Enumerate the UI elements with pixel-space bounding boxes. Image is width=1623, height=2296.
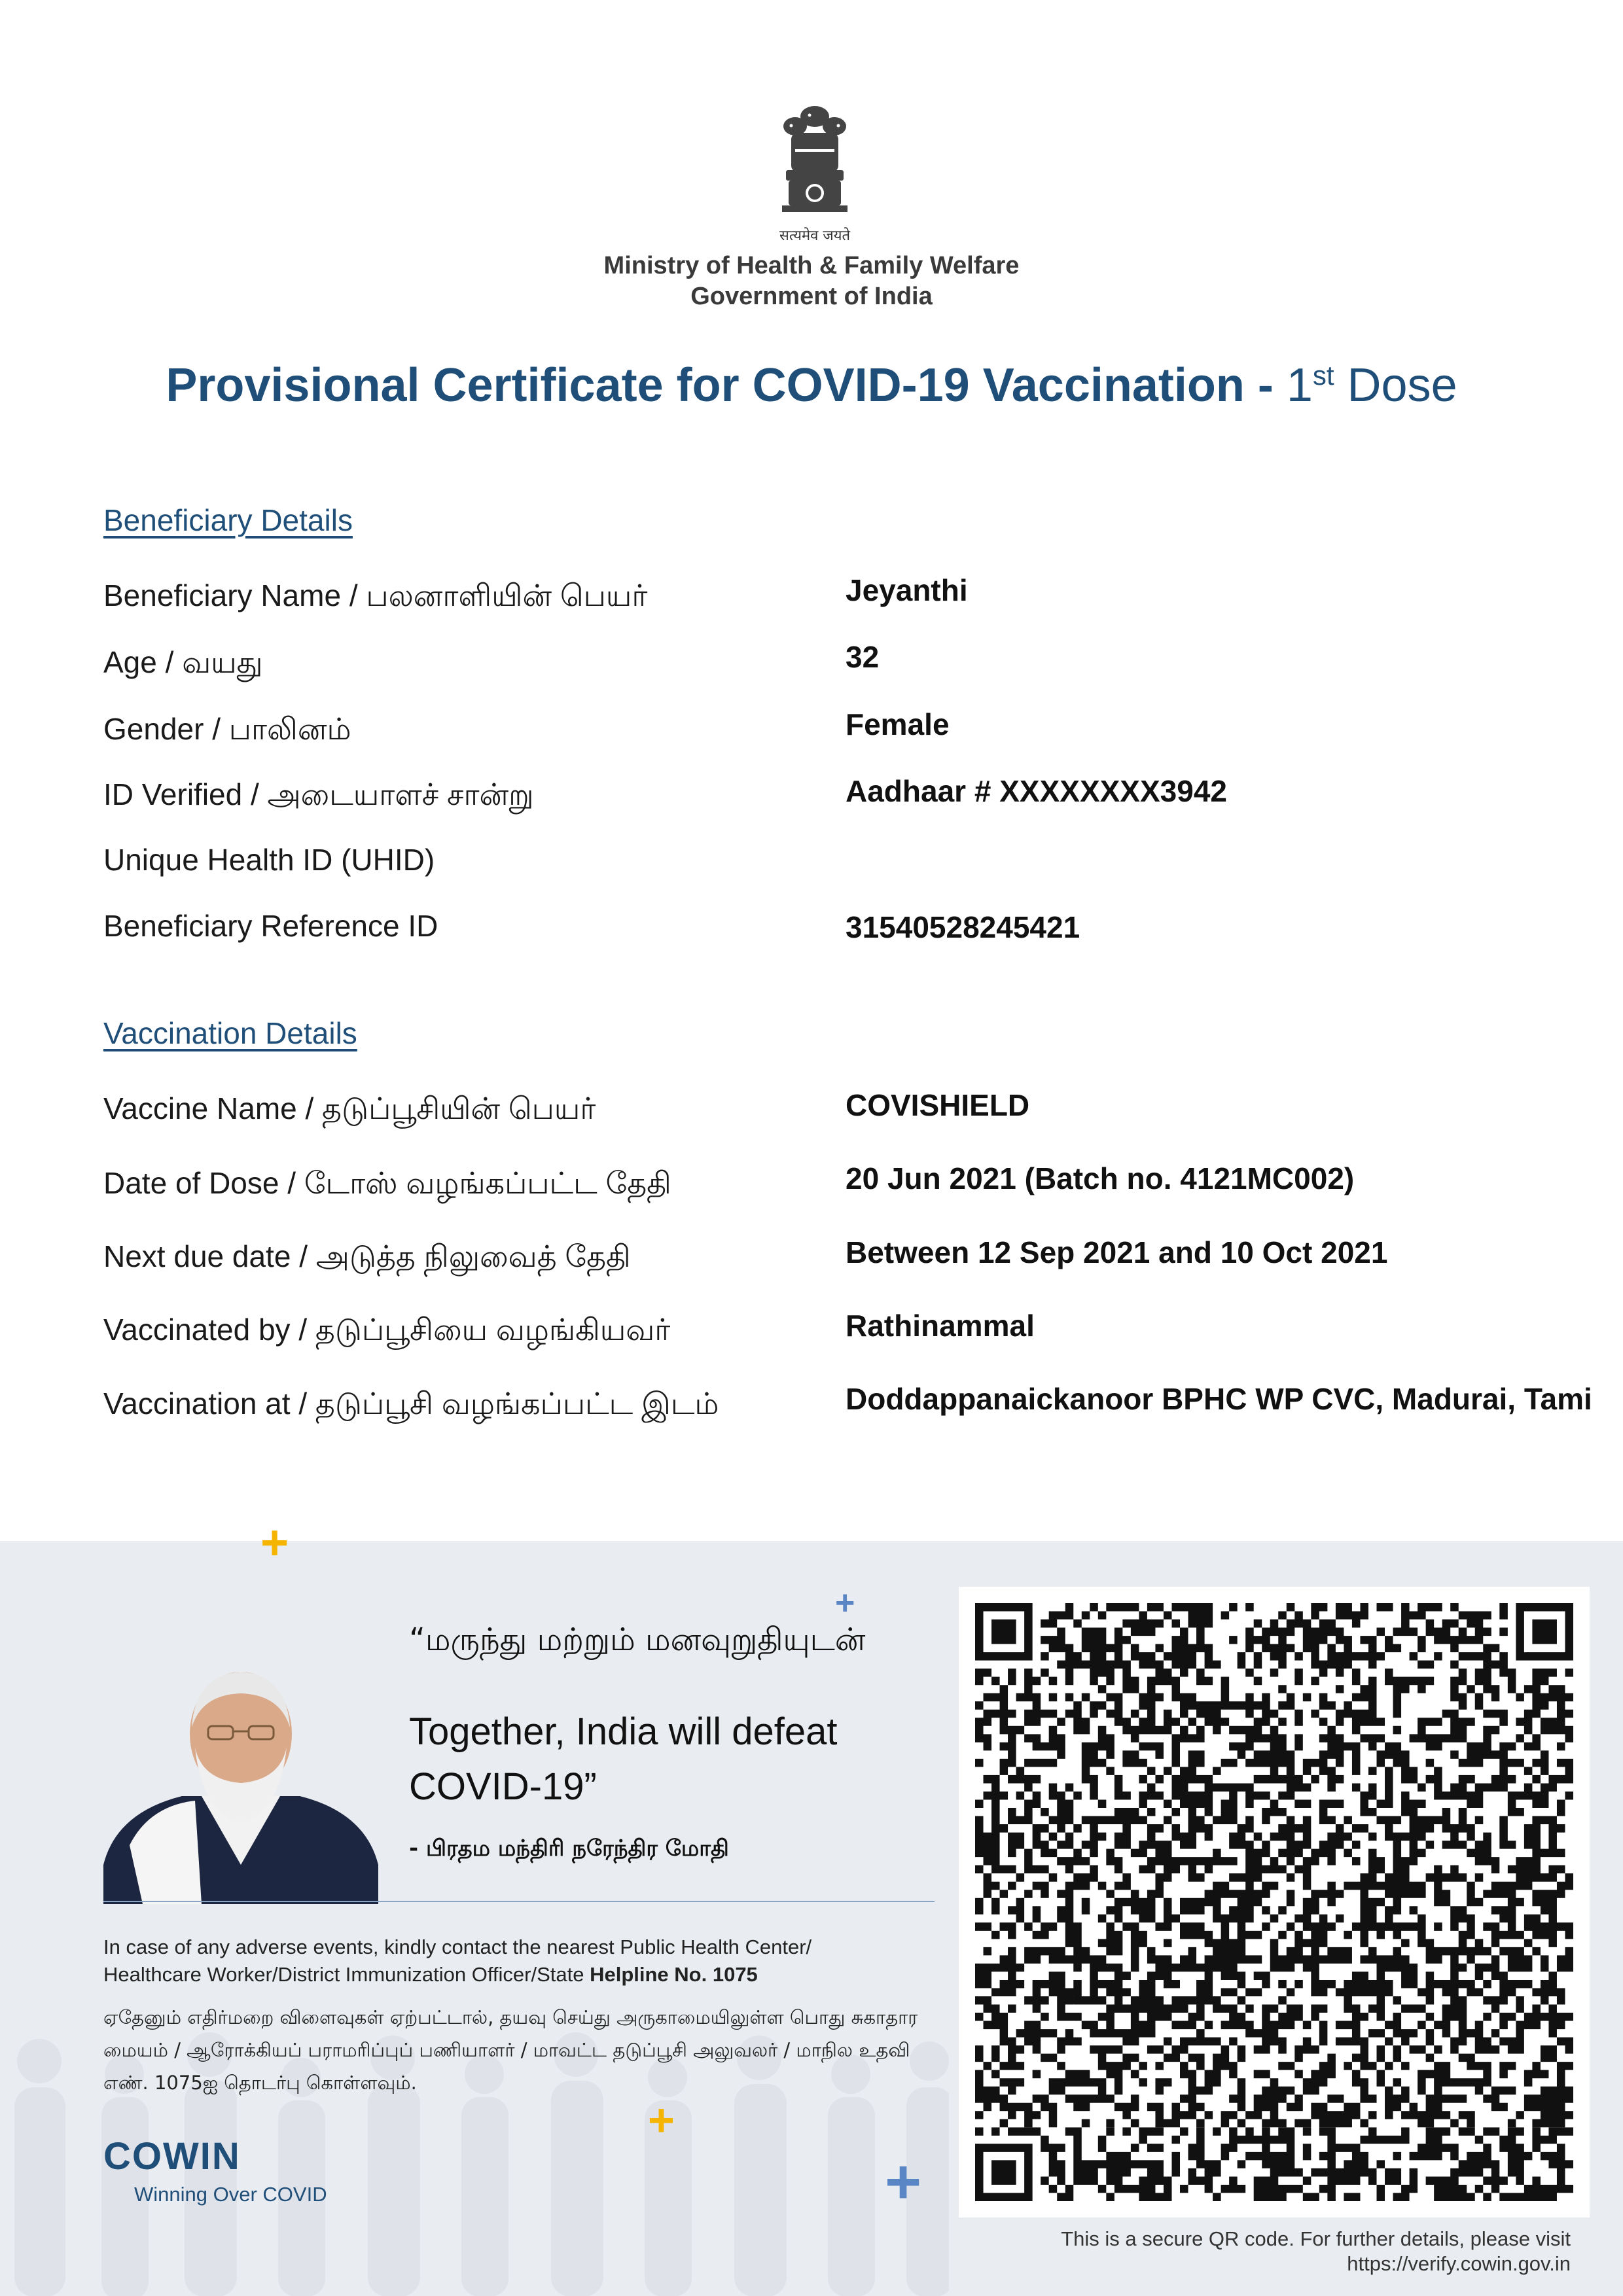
age-label: Age / வயது — [103, 645, 263, 679]
vaccination-details-heading: Vaccination Details — [103, 1016, 357, 1050]
qr-note-line-1: This is a secure QR code. For further details, please visit — [1061, 2227, 1571, 2250]
qr-verify-link[interactable]: https://verify.cowin.gov.in — [1347, 2252, 1571, 2275]
footer-divider — [103, 1901, 935, 1902]
vaccination-at-value: Doddappanaickanoor BPHC WP CVC, Madurai, Tami — [846, 1382, 1592, 1416]
gender-label: Gender / பாலினம் — [103, 712, 351, 746]
vaccinated-by-value: Rathinammal — [846, 1309, 1035, 1343]
national-emblem-icon — [769, 97, 861, 228]
pm-quote-tamil: “மருந்து மற்றும் மனவுறுதியுடன் — [409, 1621, 866, 1658]
id-verified-value: Aadhaar # XXXXXXXX3942 — [846, 774, 1227, 808]
id-verified-label: ID Verified / அடையாளச் சான்று — [103, 777, 534, 811]
date-of-dose-label: Date of Dose / டோஸ் வழங்கப்பட்ட தேதி — [103, 1166, 671, 1200]
certificate-title-main: Provisional Certificate for COVID-19 Vaccination - — [166, 359, 1287, 412]
prime-minister-photo — [103, 1649, 378, 1904]
reference-id-value: 31540528245421 — [846, 910, 1080, 944]
qr-code-note — [916, 2227, 1571, 2276]
government-name: Government of India — [690, 283, 933, 310]
verification-qr-code[interactable] — [975, 1603, 1573, 2201]
certificate-title — [0, 359, 1623, 412]
beneficiary-name-value: Jeyanthi — [846, 573, 968, 607]
ministry-name: Ministry of Health & Family Welfare — [603, 252, 1020, 279]
decorative-plus-icon: + — [648, 2094, 675, 2146]
next-due-date-value: Between 12 Sep 2021 and 10 Oct 2021 — [846, 1235, 1388, 1269]
adverse-events-notice-tamil: ஏதேனும் எதிர்மறை விளைவுகள் ஏற்பட்டால், தயவு செய்து அருகாமையிலுள்ள பொது சுகாதார மையம் / ஆரோக்கியப் பராமரிப்புப் பணியாளர் / மாவட்ட தடுப்பூசி அலுவலர் / மாநில உதவி எண். 1075ஐ தொடர்பு கொள்ளவும். — [103, 2006, 918, 2094]
emblem-motto: सत्यमेव जयते — [779, 228, 851, 244]
adverse-line-2: Healthcare Worker/District Immunization Officer/State — [103, 1963, 590, 1986]
qr-finder-pattern — [975, 2144, 1033, 2201]
vaccine-name-label: Vaccine Name / தடுப்பூசியின் பெயர் — [103, 1091, 596, 1125]
next-due-date-label: Next due date / அடுத்த நிலுவைத் தேதி — [103, 1239, 631, 1273]
qr-finder-pattern — [1516, 1603, 1573, 1661]
vaccine-name-value: COVISHIELD — [846, 1088, 1030, 1122]
uhid-label: Unique Health ID (UHID) — [103, 843, 435, 877]
decorative-plus-icon: + — [835, 1584, 855, 1622]
beneficiary-name-label: Beneficiary Name / பலனாளியின் பெயர் — [103, 578, 648, 612]
vaccination-at-label: Vaccination at / தடுப்பூசி வழங்கப்பட்ட இடம் — [103, 1386, 719, 1421]
dose-number: 1 — [1286, 359, 1313, 412]
decorative-plus-icon: + — [260, 1515, 289, 1570]
qr-finder-pattern — [975, 1603, 1033, 1661]
age-value: 32 — [846, 640, 880, 674]
cowin-tagline: Winning Over COVID — [134, 2183, 327, 2206]
pm-quote-english: Together, India will defeat COVID-19” — [409, 1710, 838, 1808]
pm-quote-attribution: - பிரதம மந்திரி நரேந்திர மோதி — [409, 1835, 729, 1862]
decorative-plus-icon: + — [885, 2147, 922, 2217]
dose-word: Dose — [1334, 359, 1457, 412]
beneficiary-details-heading: Beneficiary Details — [103, 503, 353, 537]
gender-value: Female — [846, 707, 950, 741]
date-of-dose-value: 20 Jun 2021 (Batch no. 4121MC002) — [846, 1161, 1355, 1195]
adverse-events-notice-english — [103, 1934, 935, 1988]
cowin-logo: COWIN — [103, 2135, 241, 2178]
vaccinated-by-label: Vaccinated by / தடுப்பூசியை வழங்கியவர் — [103, 1313, 671, 1347]
dose-suffix: st — [1312, 360, 1334, 391]
helpline-number: Helpline No. 1075 — [590, 1963, 758, 1986]
adverse-line-1: In case of any adverse events, kindly contact the nearest Public Health Center/ — [103, 1935, 812, 1958]
reference-id-label: Beneficiary Reference ID — [103, 909, 438, 943]
